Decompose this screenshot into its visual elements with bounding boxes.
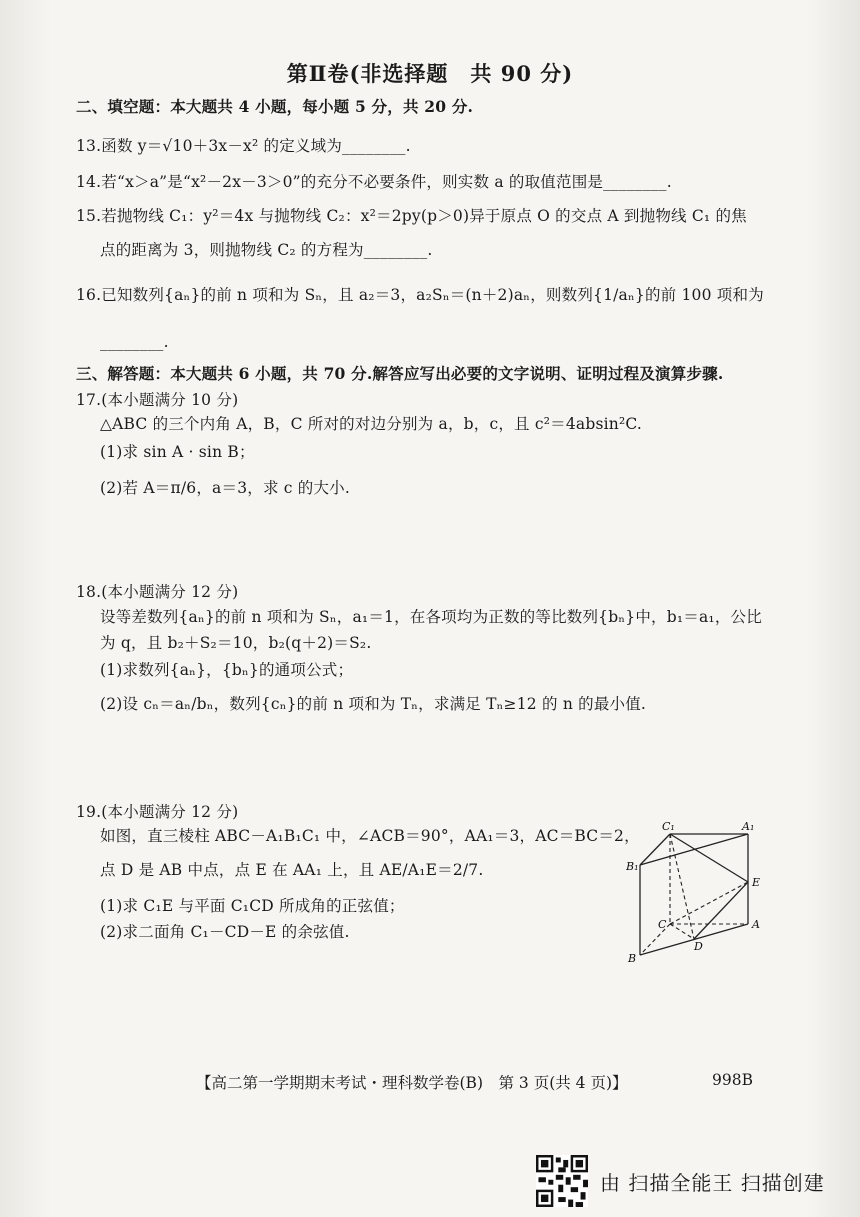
- question-18-part2: (2)设 cₙ＝aₙ/bₙ，数列{cₙ}的前 n 项和为 Tₙ，求满足 Tₙ≥12 的 n 的最小值.: [100, 695, 647, 713]
- label-a: A: [752, 918, 760, 931]
- question-18-stem2: 为 q，且 b₂＋S₂＝10，b₂(q＋2)＝S₂.: [100, 634, 372, 652]
- question-19-part2: (2)求二面角 C₁－CD－E 的余弦值.: [100, 923, 350, 941]
- question-19-header: 19.(本小题满分 12 分): [76, 803, 239, 821]
- question-19-stem2: 点 D 是 AB 中点，点 E 在 AA₁ 上，且 AE/A₁E＝2/7.: [100, 861, 484, 879]
- qr-code-icon: [536, 1155, 588, 1207]
- question-17-stem: △ABC 的三个内角 A，B，C 所对的对边分别为 a，b，c，且 c²＝4absin²C.: [100, 415, 643, 433]
- question-17-part2: (2)若 A＝π/6，a＝3，求 c 的大小.: [100, 479, 351, 497]
- question-16-line1: 16.已知数列{aₙ}的前 n 项和为 Sₙ，且 a₂＝3，a₂Sₙ＝(n＋2)aₙ，则数列{1/aₙ}的前 100 项和为: [76, 286, 764, 304]
- prism-figure: [626, 822, 776, 967]
- paper-code: 998B: [712, 1071, 753, 1089]
- question-19-part1: (1)求 C₁E 与平面 C₁CD 所成角的正弦值；: [100, 897, 405, 915]
- label-d: D: [694, 940, 703, 953]
- question-19-stem1: 如图，直三棱柱 ABC－A₁B₁C₁ 中，∠ACB＝90°，AA₁＝3，AC＝BC＝2，: [100, 827, 640, 845]
- scanner-watermark: 由 扫描全能王 扫描创建: [600, 1171, 825, 1195]
- label-a1: A₁: [742, 822, 755, 833]
- label-c1: C₁: [662, 822, 675, 833]
- question-16-line2: ________.: [100, 333, 169, 351]
- section3-heading: 三、解答题：本大题共 6 小题，共 70 分.解答应写出必要的文字说明、证明过程及演算步骤.: [76, 364, 724, 383]
- question-17-part1: (1)求 sin A · sin B；: [100, 443, 255, 461]
- label-b: B: [628, 952, 637, 965]
- section2-heading: 二、填空题：本大题共 4 小题，每小题 5 分，共 20 分.: [76, 97, 474, 116]
- label-b1: B₁: [626, 860, 639, 873]
- question-15-line1: 15.若抛物线 C₁：y²＝4x 与抛物线 C₂：x²＝2py(p＞0)异于原点 O 的交点 A 到抛物线 C₁ 的焦: [76, 207, 747, 225]
- question-18-part1: (1)求数列{aₙ}，{bₙ}的通项公式；: [100, 661, 354, 679]
- question-15-line2: 点的距离为 3，则抛物线 C₂ 的方程为________.: [100, 241, 433, 259]
- page-title: 第Ⅱ卷(非选择题 共 90 分): [286, 61, 574, 86]
- label-e: E: [752, 876, 761, 889]
- footer-text: 【高二第一学期期末考试・理科数学卷(B) 第 3 页(共 4 页)】: [196, 1074, 628, 1092]
- question-14: 14.若“x＞a”是“x²－2x－3＞0”的充分不必要条件，则实数 a 的取值范围是________.: [76, 173, 672, 191]
- question-13: 13.函数 y＝√10＋3x－x² 的定义域为________.: [76, 137, 411, 155]
- question-18-header: 18.(本小题满分 12 分): [76, 583, 239, 601]
- question-17-header: 17.(本小题满分 10 分): [76, 391, 239, 409]
- label-c: C: [658, 918, 667, 931]
- question-18-stem1: 设等差数列{aₙ}的前 n 项和为 Sₙ，a₁＝1，在各项均为正数的等比数列{bₙ}中，b₁＝a₁，公比: [100, 608, 762, 626]
